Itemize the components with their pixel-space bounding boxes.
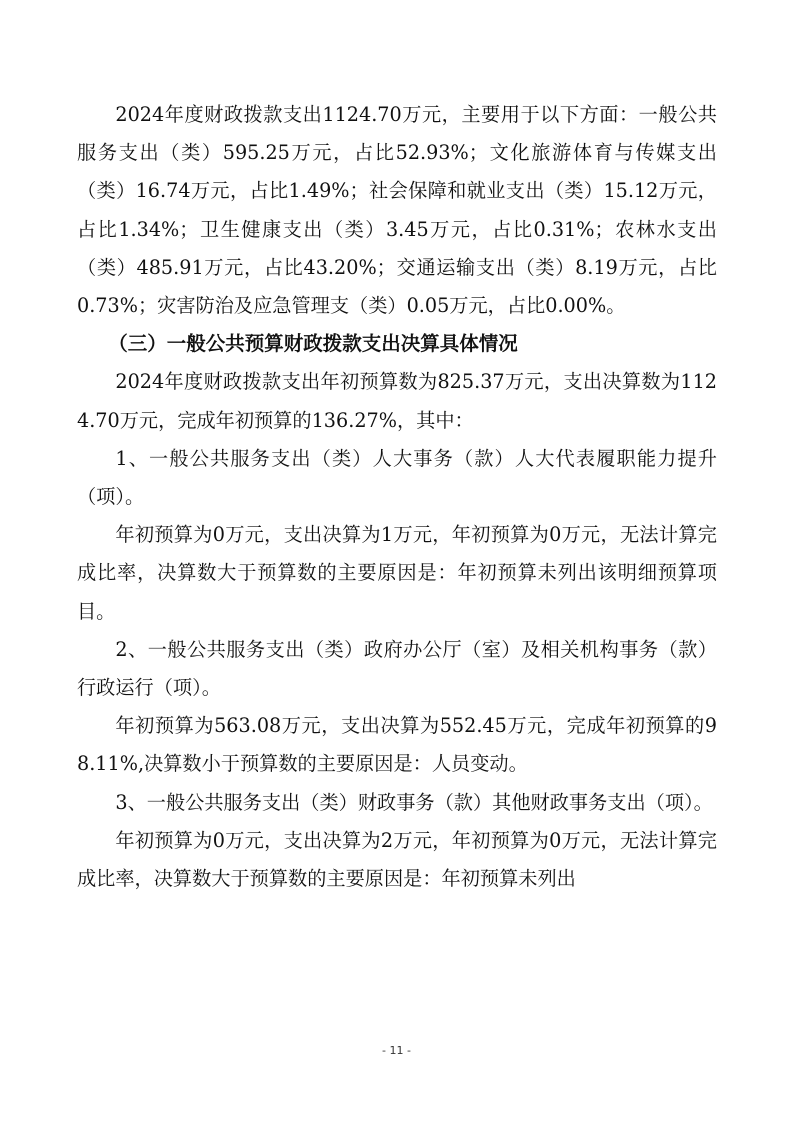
item-3-title: 3、一般公共服务支出（类）财政事务（款）其他财政事务支出（项）。: [115, 790, 713, 814]
item-3-detail: 年初预算为0万元，支出决算为2万元，年初预算为0万元，无法计算完成比率，决算数大于预算数的主要原因是：年初预算未列出: [77, 828, 717, 891]
item-2-detail: 年初预算为563.08万元，支出决算为552.45万元，完成年初预算的98.11%,决算数小于预算数的主要原因是：人员变动。: [77, 714, 717, 776]
paragraph-expenditure-summary: 2024年度财政拨款支出1124.70万元，主要用于以下方面：一般公共服务支出（类）595.25万元，占比52.93%；文化旅游体育与传媒支出（类）16.74万元，占比1.49%；社会保障和就业支出（类）15.12万元，占比1.34%；卫生健康支出（类）3.45万元，占比0.31%；农林水支出（类）485.91万元，占比43.20%；交通运输支出（类）8.19万元，占比0.73%；灾害防治及应急管理支（类）0.05万元，占比0.00%。: [77, 103, 717, 318]
paragraph-budget-overview: 2024年度财政拨款支出年初预算数为825.37万元，支出决算数为1124.70万元，完成年初预算的136.27%，其中：: [77, 370, 717, 432]
item-1-detail: 年初预算为0万元，支出决算为1万元，年初预算为0万元，无法计算完成比率，决算数大于预算数的主要原因是：年初预算未列出该明细预算项目。: [77, 523, 717, 623]
item-2-title: 2、一般公共服务支出（类）政府办公厅（室）及相关机构事务（款）行政运行（项）。: [77, 637, 717, 700]
item-1-title: 1、一般公共服务支出（类）人大事务（款）人大代表履职能力提升（项）。: [77, 446, 717, 509]
document-body: [77, 96, 717, 898]
page-number: - 11 -: [382, 1044, 411, 1057]
section-heading: （三）一般公共预算财政拨款支出决算具体情况: [108, 332, 518, 356]
